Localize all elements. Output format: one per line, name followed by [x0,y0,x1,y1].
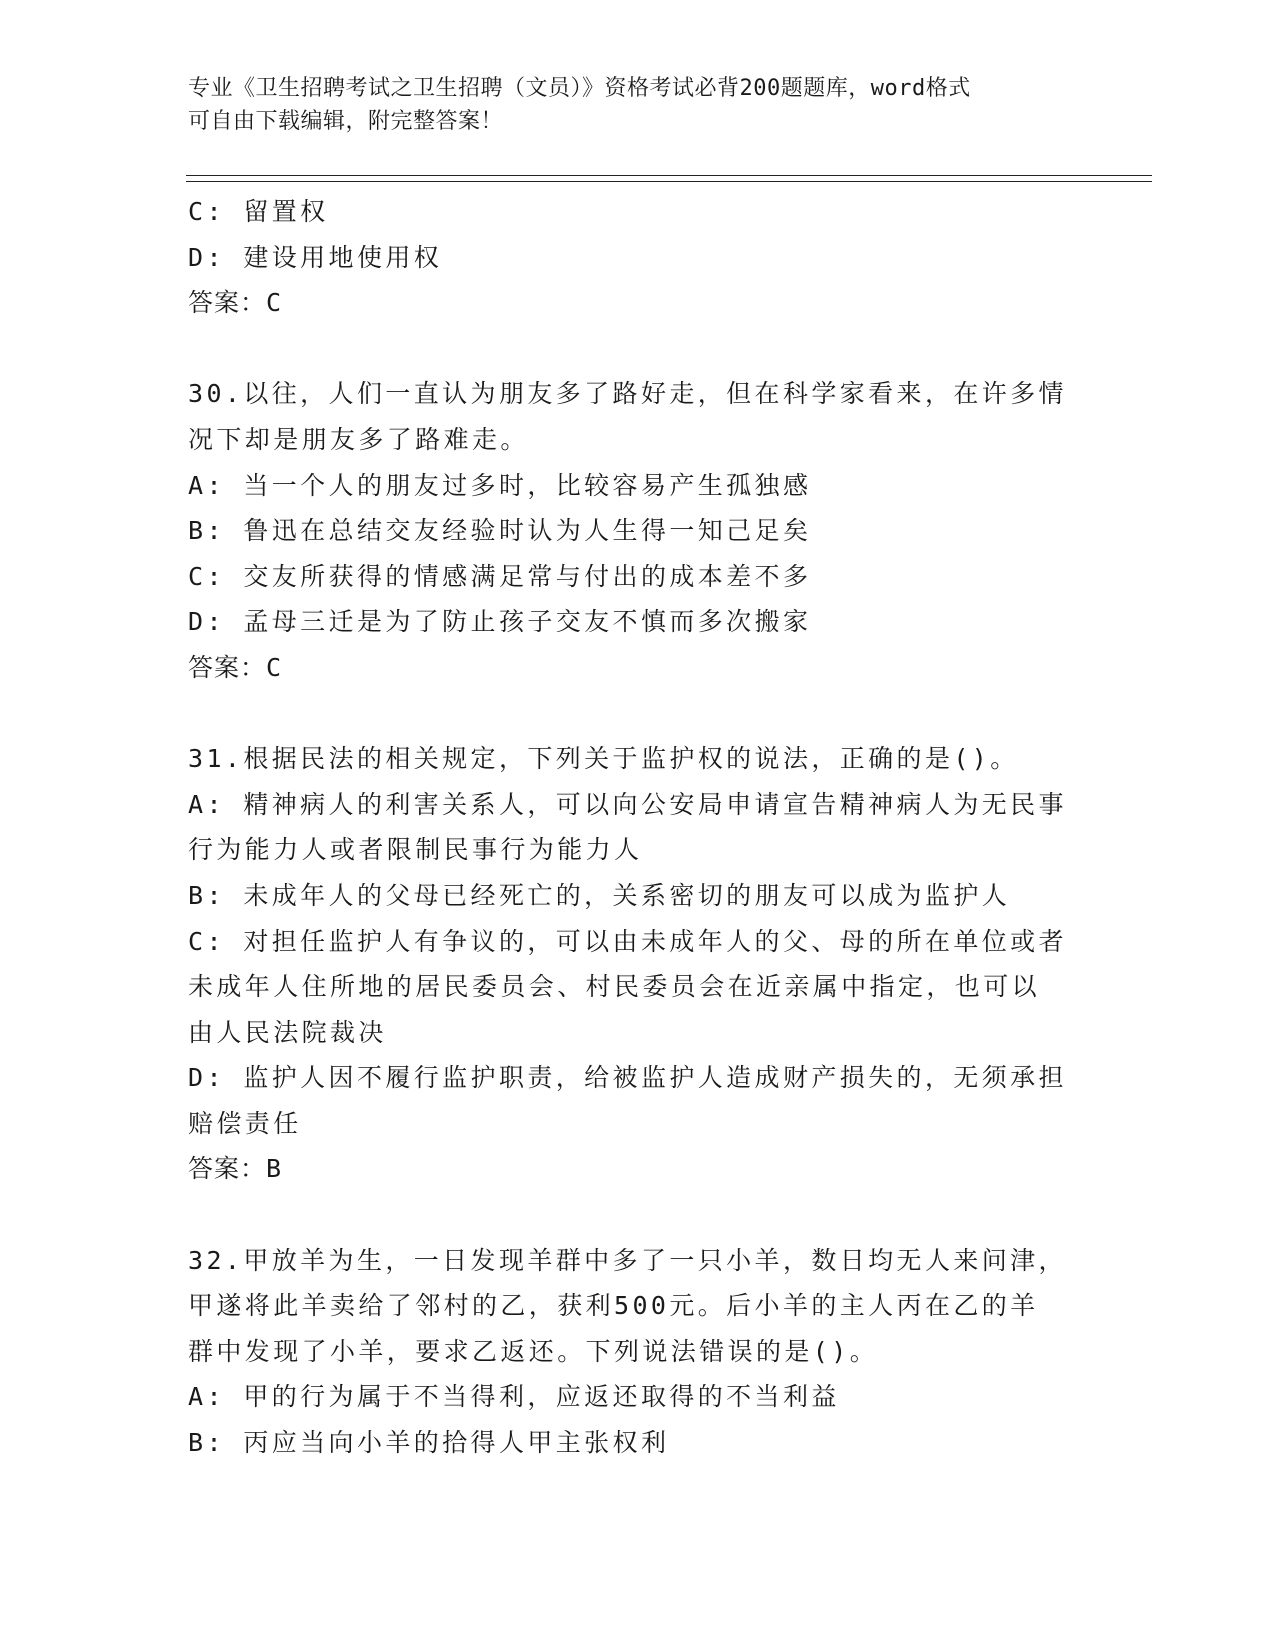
header-line-2: 可自由下载编辑，附完整答案！ [188,109,504,134]
option-c: C: 对担任监护人有争议的，可以由未成年人的父、母的所在单位或者 [188,926,1067,956]
option-c: C: 交友所获得的情感满足常与付出的成本差不多 [188,561,812,591]
question-stem: 31.根据民法的相关规定，下列关于监护权的说法，正确的是()。 [188,744,1019,774]
question-list [188,189,1088,1466]
option-d-continued: 赔偿责任 [188,1108,302,1138]
option-d: D: 监护人因不履行监护职责，给被监护人造成财产损失的，无须承担 [188,1063,1067,1093]
question-stem: 况下却是朋友多了路难走。 [188,424,529,454]
question-stem: 群中发现了小羊，要求乙返还。下列说法错误的是()。 [188,1336,879,1366]
spacer [188,1192,1088,1238]
spacer [188,326,1088,372]
question-stem: 30.以往，人们一直认为朋友多了路好走，但在科学家看来，在许多情 [188,379,1067,409]
option-a-continued: 行为能力人或者限制民事行为能力人 [188,835,643,865]
header-line-1: 专业《卫生招聘考试之卫生招聘（文员）》资格考试必背200题题库，word格式 [188,76,971,101]
question-30 [188,371,1088,690]
option-c-continued: 由人民法院裁决 [188,1017,387,1047]
option-c: C: 留置权 [188,197,329,226]
option-a: A: 当一个人的朋友过多时，比较容易产生孤独感 [188,470,812,500]
option-d: D: 孟母三迁是为了防止孩子交友不慎而多次搬家 [188,607,812,637]
option-a: A: 甲的行为属于不当得利，应返还取得的不当利益 [188,1382,840,1412]
question-stem: 32.甲放羊为生，一日发现羊群中多了一只小羊，数日均无人来问津， [188,1245,1067,1275]
header-rule-bottom [186,181,1152,182]
option-b: B: 鲁迅在总结交友经验时认为人生得一知己足矣 [188,516,812,546]
option-c-continued: 未成年人住所地的居民委员会、村民委员会在近亲属中指定，也可以 [188,972,1041,1002]
answer: 答案：C [188,288,283,318]
option-b: B: 未成年人的父母已经死亡的，关系密切的朋友可以成为监护人 [188,880,1011,910]
question-32 [188,1238,1088,1466]
option-a: A: 精神病人的利害关系人，可以向公安局申请宣告精神病人为无民事 [188,789,1067,819]
answer: 答案：B [188,1154,283,1184]
answer: 答案：C [188,652,283,682]
question-31 [188,736,1088,1192]
spacer [188,691,1088,737]
document-header [188,72,1088,138]
option-b: B: 丙应当向小羊的拾得人甲主张权利 [188,1428,670,1458]
question-stem: 甲遂将此羊卖给了邻村的乙，获利500元。后小羊的主人丙在乙的羊 [188,1291,1039,1321]
header-rule-top [186,175,1152,176]
option-d: D: 建设用地使用权 [188,242,443,272]
question-29-tail [188,189,1088,326]
